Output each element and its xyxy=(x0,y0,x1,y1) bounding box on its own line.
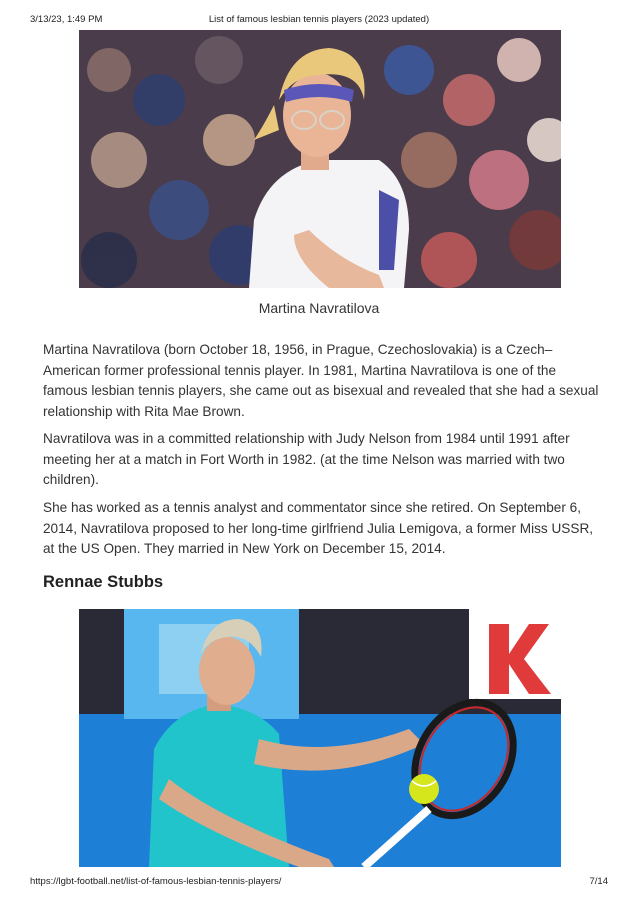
rennae-stubbs-photo xyxy=(79,609,561,867)
page-url: https://lgbt-football.net/list-of-famous-lesbian-tennis-players/ xyxy=(30,876,282,887)
print-datetime: 3/13/23, 1:49 PM xyxy=(30,14,103,25)
paragraph-2: Navratilova was in a committed relationship with Judy Nelson from 1984 until 1991 after meeting her at a match in Fort Worth in 1982. (at the time Nelson was married with two children). xyxy=(43,431,570,487)
print-footer xyxy=(0,876,638,890)
paragraph-3: She has worked as a tennis analyst and commentator since she retired. On September 6, 2014, Navratilova proposed to her long-time girlfriend Julia Lemigova, a former Miss USSR, at the US Open. They married in New York on December 15, 2014. xyxy=(43,500,594,556)
print-page-title: List of famous lesbian tennis players (2023 updated) xyxy=(208,14,430,25)
paragraph-1: Martina Navratilova (born October 18, 1956, in Prague, Czechoslovakia) is a Czech–American former professional tennis player. In 1981, Martina Navratilova is one of the famous lesbian tennis players, she came out as bisexual and revealed that she had a sexual relationship with Rita Mae Brown. xyxy=(43,342,599,419)
page-number: 7/14 xyxy=(589,876,608,887)
print-header xyxy=(0,14,638,28)
martina-navratilova-photo xyxy=(79,30,561,288)
image-caption: Martina Navratilova xyxy=(258,300,380,316)
section-heading: Rennae Stubbs xyxy=(43,573,164,591)
